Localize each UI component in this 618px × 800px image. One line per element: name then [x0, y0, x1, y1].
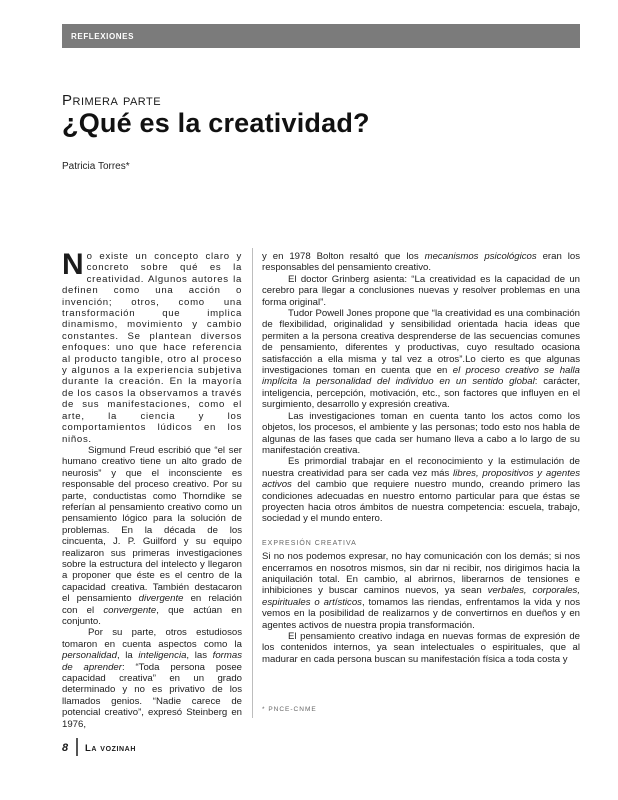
footnote: * PNCE-CNME — [262, 706, 317, 713]
page-number: 8 — [62, 742, 69, 754]
paragraph-grinberg: El doctor Grinberg asienta: “La creatividad es la capacidad de un cerebro para llegar a conclusiones nuevas y resolver problemas en una forma original”. — [262, 273, 580, 308]
section-label: reflexiones — [71, 30, 135, 42]
column-divider — [252, 248, 253, 718]
paragraph-creative-thought: El pensamiento creativo indaga en nuevas formas de expresión de los contenidos internos, ya sean intelectuales o espirituales, que al madurar en cada persona buscan su manifestación física a toda costa y — [262, 631, 580, 665]
subheading-expresion: EXPRESIÓN CREATIVA — [262, 539, 357, 547]
paragraph-expression: Si no nos podemos expresar, no hay comunicación con los demás; si nos encerramos en nosotros mismos, sin dar ni recibir, nos dirigimos hacia la aniquilación total. En cambio, al abrirnos, liberarnos de tensiones e inhibiciones y buscar caminos nuevos, ya sean verbales, corporales, espirituales o artísticos, tomamos las riendas, enfrentamos la vida y nos vemos en la posibilidad de realizarnos y de convertirnos en dueños y en agentes activos de nuestra propia transformación. — [262, 551, 581, 631]
magazine-name: La vozinah — [85, 743, 136, 754]
paragraph-jones: Tudor Powell Jones propone que “la creatividad es una combinación de flexibilidad, originalidad y sensibilidad orientada hacia ideas que permiten a la persona creativa desprenderse de las secuencias comunes de pensamiento, diferentes y productivas, cuyo resultado ocasiona satisfacción a ella misma y tal vez a otros”.Lo cierto es que algunas investigaciones toman en cuenta que en el proceso creativo se halla implícita la personalidad del individuo en un sentido global: carácter, inteligencia, percepción, motivación, etc., son factores que influyen en el surgimiento, desarrollo y expresión creativa. — [262, 308, 580, 411]
footer-divider — [76, 738, 78, 756]
paragraph-freud: Sigmund Freud escribió que “el ser humano creativo tiene un alto grado de neurosis” y que el inconsciente es responsable del proceso creativo. Por su parte, conductistas como Thorndike se referían al pensamiento creativo como un pensamiento lógico para la solución de problemas. En la década de los cincuenta, J. P. Guilford y su equipo realizaron sus primeras investigaciones sobre la estructura del intelecto y llegaron a proponer que éste es el centro de la capacidad creativa. También destacaron el pensamiento divergente en relación con el convergente, que actúan en conjunto. — [62, 444, 242, 627]
part-label: Primera parte — [62, 92, 162, 109]
author-byline: Patricia Torres* — [62, 161, 130, 172]
paragraph-personality: Por su parte, otros estudiosos tomaron en cuenta aspectos como la personalidad, la inteligencia, las formas de aprender: “Toda persona posee capacidad creativa” en un grado determinado y no es privativo de los llamados genios. “Nadie carece de potencial creativo”, expresó Steinberg en 1976, — [62, 627, 242, 730]
article-title: ¿Qué es la creatividad? — [62, 108, 370, 138]
drop-cap: N — [62, 248, 84, 281]
paragraph-bolton: y en 1978 Bolton resaltó que los mecanismos psicológicos eran los responsables del pensamiento creativo. — [262, 251, 580, 274]
paragraph-primordial: Es primordial trabajar en el reconocimiento y la estimulación de nuestra creatividad para ser cada vez más libres, propositivos y agentes activos del cambio que requiere nuestro mundo, creando primero las condiciones adecuadas en nuestro entorno particular para que éstas se proyecten hacia otros ámbitos de nuestra competencia: escuela, trabajo, sociedad y el mundo entero. — [262, 456, 580, 525]
paragraph-investigations: Las investigaciones toman en cuenta tanto los actos como los objetos, los procesos, el ambiente y las personas; todo esto nos habla de algunas de las fases que cada ser humano lleva a cabo a lo largo de su manifestación creativa. — [262, 410, 580, 456]
left-column — [62, 248, 242, 730]
right-column — [262, 251, 580, 665]
section-header-bar — [62, 24, 580, 48]
intro-paragraph: No existe un concepto claro y concreto sobre qué es la creatividad. Algunos autores la definen como una acción o invención; otros, como una transformación que implica dinamismo, movimiento y cambio constantes. Se plantean diversos enfoques: uno que hace referencia al producto tangible, otro al proceso y algunos a la experiencia subjetiva durante la creación. En la mayoría de los casos la observamos a través de sus manifestaciones, como el arte, la ciencia y los comportamientos lúdicos en los niños. — [62, 248, 242, 445]
